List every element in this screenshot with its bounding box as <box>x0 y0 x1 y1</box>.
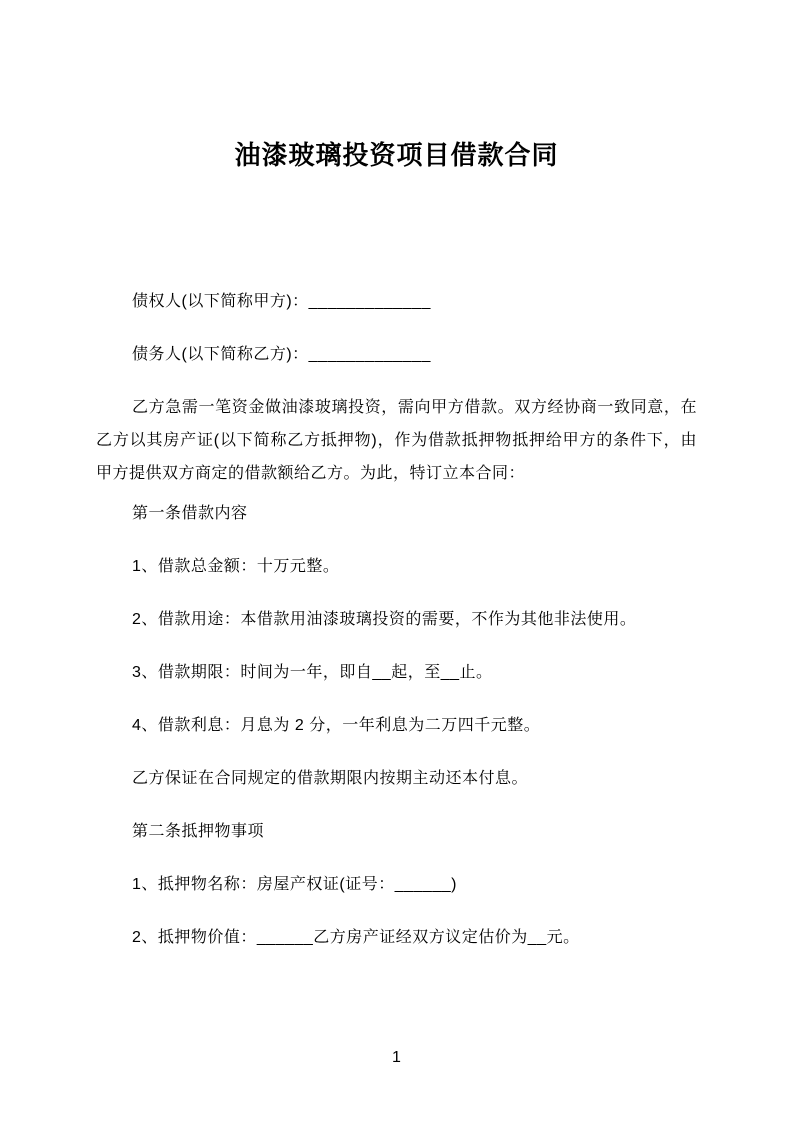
section1-item-2: 2、借款用途：本借款用油漆玻璃投资的需要，不作为其他非法使用。 <box>132 611 637 628</box>
intro-paragraph: 乙方急需一笔资金做油漆玻璃投资，需向甲方借款。双方经协商一致同意，在乙方以其房产证(以下简称乙方抵押物)，作为借款抵押物抵押给甲方的条件下，由甲方提供双方商定的借款额给乙方。为此，特订立本合同： <box>96 399 697 482</box>
creditor-party-line: 债权人(以下简称甲方)：_____________ <box>132 293 431 310</box>
section1-item-1: 1、借款总金额：十万元整。 <box>132 558 340 575</box>
document-title: 油漆玻璃投资项目借款合同 <box>234 140 559 170</box>
section1-item-3: 3、借款期限：时间为一年，即自__起，至__止。 <box>132 664 493 681</box>
section2-heading: 第二条抵押物事项 <box>132 823 265 840</box>
section1-heading: 第一条借款内容 <box>132 505 248 522</box>
section2-item-2: 2、抵押物价值：______乙方房产证经双方议定估价为__元。 <box>132 929 580 946</box>
document-content <box>96 0 697 974</box>
section2-item-1: 1、抵押物名称：房屋产权证(证号：______) <box>132 876 457 893</box>
section1-guarantee-note: 乙方保证在合同规定的借款期限内按期主动还本付息。 <box>132 770 529 787</box>
page-number: 1 <box>392 1049 401 1066</box>
debtor-party-line: 债务人(以下简称乙方)：_____________ <box>132 346 431 363</box>
section1-item-4: 4、借款利息：月息为 2 分，一年利息为二万四千元整。 <box>132 717 541 734</box>
